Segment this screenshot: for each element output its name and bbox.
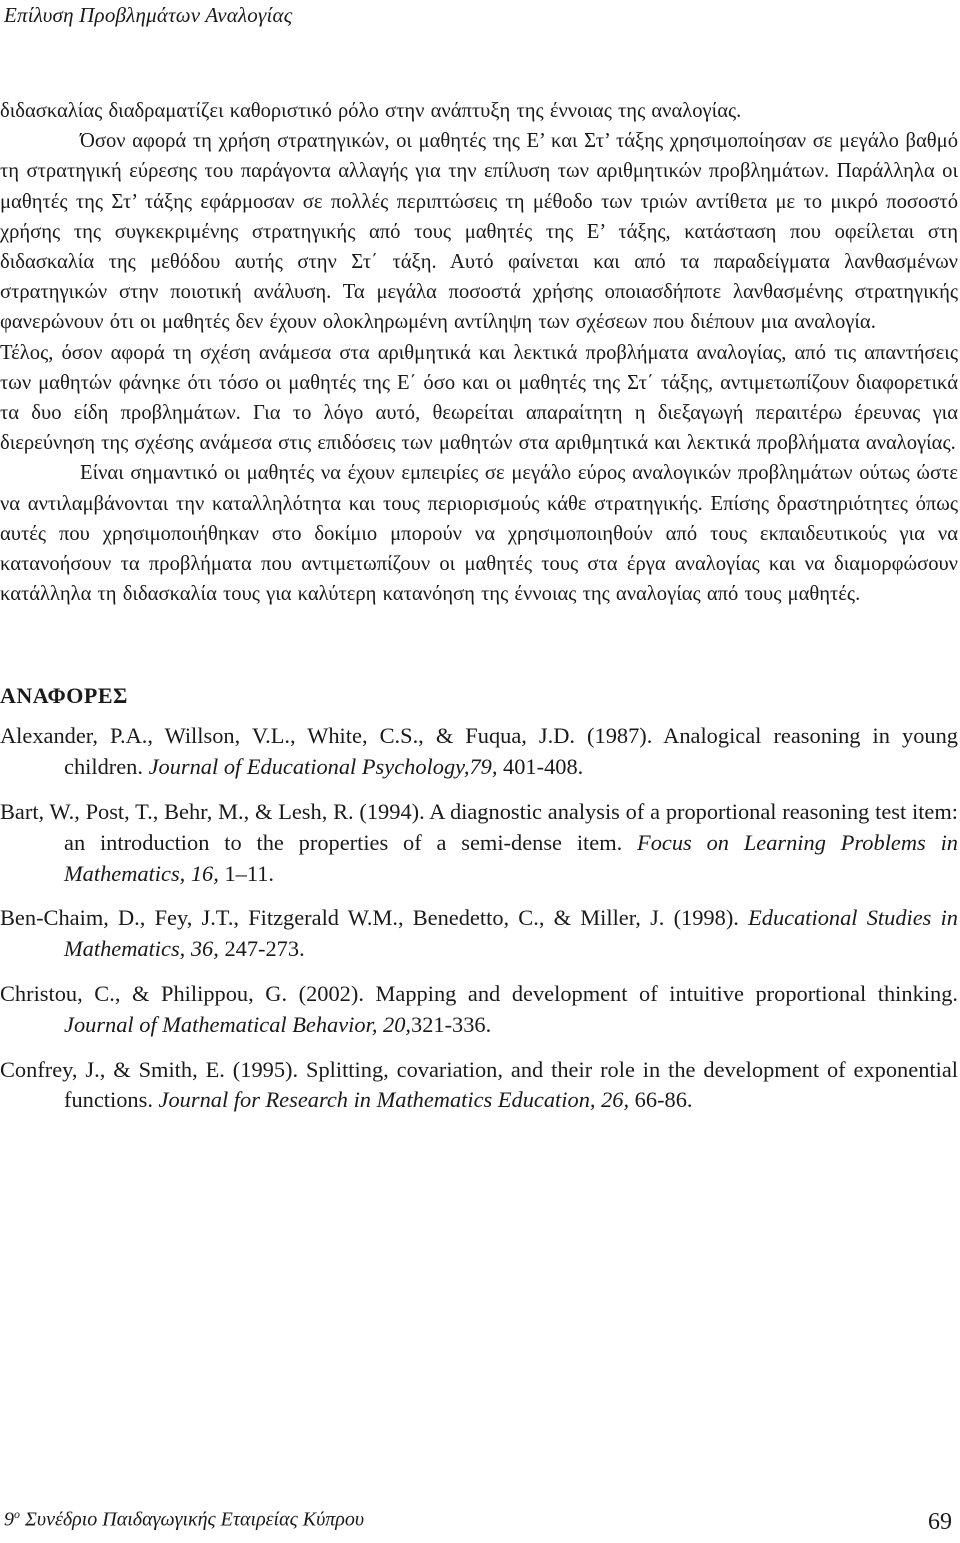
reference-pages: 247-273. — [218, 936, 305, 962]
section-gap — [0, 609, 958, 681]
reference-main: Confrey, J., & Smith, E. (1995). Splitting, covariation, and their role in the development of exponential functions. — [0, 1056, 958, 1113]
references-list — [0, 721, 958, 1116]
page-footer — [4, 1500, 956, 1536]
reference-item — [0, 903, 958, 965]
conference-title: Συνέδριο Παιδαγωγικής Εταιρείας Κύπρου — [20, 1509, 365, 1531]
reference-journal: Journal of Mathematical Behavior, 20, — [64, 1011, 411, 1037]
reference-main: Alexander, P.A., Willson, V.L., White, C.S., & Fuqua, J.D. (1987). Analogical reasoning in young children. — [0, 723, 958, 780]
reference-item — [0, 797, 958, 889]
reference-main: Ben-Chaim, D., Fey, J.T., Fitzgerald W.M., Benedetto, C., & Miller, J. (1998). — [0, 905, 749, 931]
reference-pages: 401-408. — [497, 754, 584, 780]
paragraph-implications: Είναι σημαντικό οι μαθητές να έχουν εμπειρίες σε μεγάλο εύρος αναλογικών προβλημάτων ούτως ώστε να αντιλαμβάνονται την καταλληλότητα και τους περιορισμούς κάθε στρατηγικής. Επίσης δραστηριότητες όπως αυτές που χρησιμοποιήθηκαν στο δοκίμιο μπορούν να χρησιμοποιηθούν από τους εκπαιδευτικούς για να κατανοήσουν τα προβλήματα που αντιμετωπίζουν οι μαθητές τους στα έργα αναλογίας και να διαμορφώσουν κατάλληλα τη διδασκαλία τους για καλύτερη κατανόηση της έννοιας της αναλογίας από τους μαθητές. — [0, 462, 958, 606]
paragraph-continuation: διδασκαλίας διαδραματίζει καθοριστικό ρόλο στην ανάπτυξη της έννοιας της αναλογίας. — [0, 100, 742, 122]
paragraph-conclusion: Τέλος, όσον αφορά τη σχέση ανάμεσα στα αριθμητικά και λεκτικά προβλήματα αναλογίας, από τις απαντήσεις των μαθητών φάνηκε ότι τόσο οι μαθητές της Ε΄ όσο και οι μαθητές της Στ΄ τάξης, αντιμετωπίζουν διαφορετικά τα δυο είδη προβλημάτων. Για το λόγο αυτό, θεωρείται απαραίτητη η διεξαγωγή περαιτέρω έρευνας για διερεύνηση της σχέσης ανάμεσα στις επιδόσεις των μαθητών στα αριθμητικά και λεκτικά προβλήματα αναλογίας. — [0, 341, 958, 455]
reference-item — [0, 1055, 958, 1117]
conference-ordinal: ο — [14, 1507, 20, 1522]
reference-pages: 1–11. — [218, 860, 274, 886]
reference-journal: Journal for Research in Mathematics Education, 26, — [158, 1087, 630, 1113]
paragraph-strategies: Όσον αφορά τη χρήση στρατηγικών, οι μαθητές της Ε’ και Στ’ τάξης χρησιμοποίησαν σε μεγάλο βαθμό τη στρατηγική εύρεσης του παράγοντα αλλαγής για την επίλυση των αριθμητικών προβλημάτων. Παράλληλα οι μαθητές της Στ’ τάξης εφάρμοσαν σε πολλές περιπτώσεις τη μέθοδο των τριών αντίθετα με το μικρό ποσοστό χρήσης της συγκεκριμένης στρατηγικής από τους μαθητές της Ε’ τάξης, κατάσταση που οφείλεται στη διδασκαλία της μεθόδου αυτής στην Στ΄ τάξη. Αυτό φαίνεται και από τα παραδείγματα λανθασμένων στρατηγικών στην ποιοτική ανάλυση. Τα μεγάλα ποσοστά χρήσης οποιασδήποτε λανθασμένης στρατηγικής φανερώνουν ότι οι μαθητές δεν έχουν ολοκληρωμένη αντίληψη των σχέσεων που διέπουν μια αναλογία. — [0, 130, 958, 334]
reference-pages: 321-336. — [411, 1011, 492, 1037]
reference-journal: Journal of Educational Psychology,79, — [148, 754, 498, 780]
conference-number: 9 — [4, 1509, 14, 1531]
reference-journal: Focus on Learning Problems in Mathematics, 16, — [64, 829, 958, 886]
reference-item — [0, 721, 958, 783]
reference-main: Christou, C., & Philippou, G. (2002). Mapping and development of intuitive proportional thinking. — [0, 981, 958, 1007]
references-heading: ΑΝΑΦΟΡΕΣ — [0, 683, 128, 709]
reference-pages: 66-86. — [629, 1087, 693, 1113]
running-header: Επίλυση Προβλημάτων Αναλογίας — [4, 3, 293, 27]
reference-journal: Educational Studies in Mathematics, 36, — [64, 905, 959, 962]
page-number: 69 — [928, 1509, 952, 1535]
reference-item — [0, 979, 958, 1041]
conference-name — [4, 1507, 364, 1532]
page-body — [0, 96, 958, 1130]
reference-main: Bart, W., Post, T., Behr, M., & Lesh, R. (1994). A diagnostic analysis of a proportional reasoning test item: an introduction to the properties of a semi-dense item. — [0, 799, 958, 855]
